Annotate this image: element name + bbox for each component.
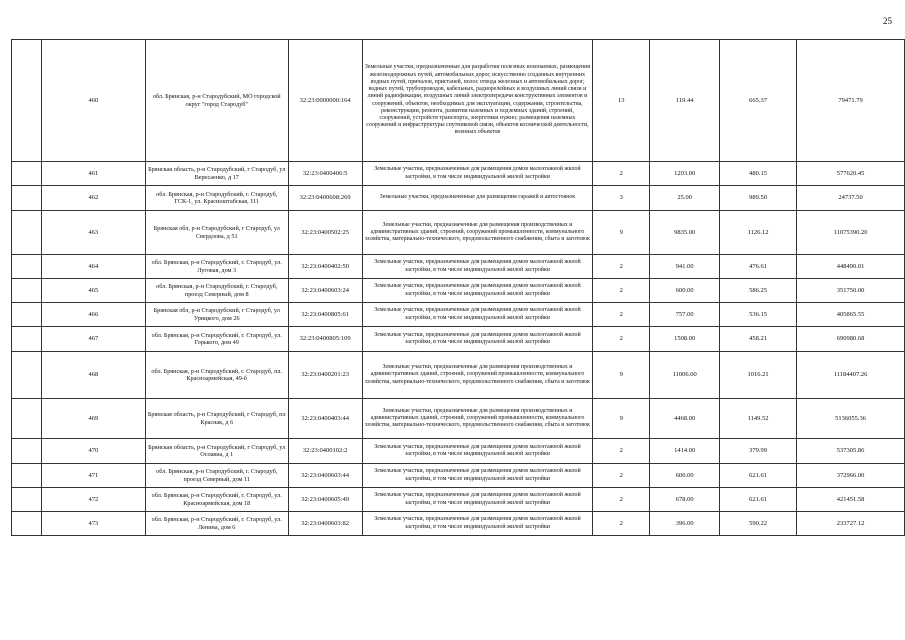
land-use-cell: Земельные участки, предназначенные для размещения домов малоэтажной жилой застройки, в том числе индивидуальной жилой застройки [362, 488, 593, 512]
row-number: 463 [41, 211, 145, 255]
address-cell: Брянская обл, р-н Стародубский, г Стародуб, ул Свердлова, д 51 [145, 211, 288, 255]
cadastral-value-cell: 233727.12 [797, 512, 905, 536]
row-number: 470 [41, 439, 145, 464]
specific-value-cell: 621.61 [720, 488, 797, 512]
blank-cell [12, 279, 42, 303]
land-use-cell: Земельные участки, предназначенные для размещения домов малоэтажной жилой застройки, в том числе индивидуальной жилой застройки [362, 512, 593, 536]
cadastral-value-cell: 11075390.20 [797, 211, 905, 255]
cadastral-value-cell: 690980.68 [797, 327, 905, 352]
area-cell: 11006.00 [650, 352, 720, 399]
cadastral-value-cell: 421451.58 [797, 488, 905, 512]
cadastral-value-cell: 24737.50 [797, 186, 905, 211]
cadastral-number-cell: 32:23:0400608:269 [288, 186, 362, 211]
cadastral-number-cell: 32:23:0400605:49 [288, 488, 362, 512]
row-number: 469 [41, 399, 145, 439]
cadastral-value-cell: 5136055.36 [797, 399, 905, 439]
address-cell: Брянская область, р-н Стародубский, г Стародуб, ул Вересаенко, д 17 [145, 162, 288, 186]
row-number: 465 [41, 279, 145, 303]
table-row [12, 303, 905, 327]
group-code-cell: 2 [593, 327, 650, 352]
cadastral-number-cell: 32:23:0400805:109 [288, 327, 362, 352]
specific-value-cell: 536.15 [720, 303, 797, 327]
row-number: 467 [41, 327, 145, 352]
row-number: 460 [41, 40, 145, 162]
land-use-cell: Земельные участки, предназначенные для размещения гаражей и автостоянок [362, 186, 593, 211]
table-row [12, 488, 905, 512]
row-number: 461 [41, 162, 145, 186]
specific-value-cell: 665.37 [720, 40, 797, 162]
table-row [12, 439, 905, 464]
group-code-cell: 2 [593, 162, 650, 186]
address-cell: обл. Брянская, р-н Стародубский, г. Стародуб, проезд Северный, дом 8 [145, 279, 288, 303]
address-cell: обл. Брянская, р-н Стародубский, г. Стародуб, ул. Ленина, дом 6 [145, 512, 288, 536]
area-cell: 1203.00 [650, 162, 720, 186]
area-cell: 600.00 [650, 464, 720, 488]
group-code-cell: 2 [593, 279, 650, 303]
page-number: 25 [883, 16, 892, 26]
area-cell: 4468.00 [650, 399, 720, 439]
cadastral-table [11, 39, 905, 536]
cadastral-value-cell: 537305.86 [797, 439, 905, 464]
cadastral-value-cell: 11184407.26 [797, 352, 905, 399]
table-row [12, 512, 905, 536]
blank-cell [12, 186, 42, 211]
blank-cell [12, 464, 42, 488]
row-number: 462 [41, 186, 145, 211]
cadastral-number-cell: 32:23:0400603:24 [288, 279, 362, 303]
row-number: 473 [41, 512, 145, 536]
blank-cell [12, 303, 42, 327]
cadastral-value-cell: 448490.01 [797, 255, 905, 279]
group-code-cell: 9 [593, 352, 650, 399]
cadastral-value-cell: 372966.00 [797, 464, 905, 488]
area-cell: 9835.00 [650, 211, 720, 255]
group-code-cell: 2 [593, 512, 650, 536]
group-code-cell: 9 [593, 399, 650, 439]
blank-cell [12, 512, 42, 536]
cadastral-number-cell: 32:23:0400402:50 [288, 255, 362, 279]
group-code-cell: 9 [593, 211, 650, 255]
group-code-cell: 2 [593, 464, 650, 488]
area-cell: 25.00 [650, 186, 720, 211]
specific-value-cell: 1149.52 [720, 399, 797, 439]
table-row [12, 255, 905, 279]
blank-cell [12, 327, 42, 352]
group-code-cell: 2 [593, 303, 650, 327]
area-cell: 1414.00 [650, 439, 720, 464]
land-use-cell: Земельные участки, предназначенные для размещения домов малоэтажной жилой застройки, в том числе индивидуальной жилой застройки [362, 162, 593, 186]
blank-cell [12, 211, 42, 255]
row-number: 464 [41, 255, 145, 279]
blank-cell [12, 488, 42, 512]
table-row [12, 162, 905, 186]
area-cell: 678.00 [650, 488, 720, 512]
address-cell: обл. Брянская, р-н Стародубский, г. Стародуб, пл. Красноармейская, 49-б [145, 352, 288, 399]
area-cell: 757.00 [650, 303, 720, 327]
cadastral-value-cell: 351750.00 [797, 279, 905, 303]
table-row [12, 40, 905, 162]
land-use-cell: Земельные участки, предназначенные для размещения домов малоэтажной жилой застройки, в том числе индивидуальной жилой застройки [362, 303, 593, 327]
address-cell: обл. Брянская, р-н Стародубский, г. Стародуб, ул. Горького, дом 49 [145, 327, 288, 352]
cadastral-number-cell: 32:23:0000000:164 [288, 40, 362, 162]
blank-cell [12, 439, 42, 464]
cadastral-value-cell: 577620.45 [797, 162, 905, 186]
blank-cell [12, 352, 42, 399]
address-cell: обл. Брянская, р-н Стародубский, г. Стародуб, ул. Красноармейская, дом 18 [145, 488, 288, 512]
cadastral-value-cell: 405865.55 [797, 303, 905, 327]
group-code-cell: 2 [593, 439, 650, 464]
specific-value-cell: 476.61 [720, 255, 797, 279]
table-row [12, 464, 905, 488]
land-use-cell: Земельные участки, предназначенные для размещения производственных и административных зданий, строений, сооружений промышленности, коммунального хозяйства, материально-технического, продовольственного снабжения, сбыта и заготовок [362, 211, 593, 255]
cadastral-number-cell: 32:23:0400603:82 [288, 512, 362, 536]
table-row [12, 352, 905, 399]
blank-cell [12, 162, 42, 186]
table-row [12, 279, 905, 303]
land-use-cell: Земельные участки, предназначенные для размещения домов малоэтажной жилой застройки, в том числе индивидуальной жилой застройки [362, 255, 593, 279]
address-cell: Брянская область, р-н Стародубский, г Стародуб, ул Осоавиа, д 1 [145, 439, 288, 464]
row-number: 468 [41, 352, 145, 399]
table-row [12, 186, 905, 211]
cadastral-number-cell: 32:23:0400502:25 [288, 211, 362, 255]
row-number: 472 [41, 488, 145, 512]
land-use-cell: Земельные участки, предназначенные для размещения домов малоэтажной жилой застройки, в том числе индивидуальной жилой застройки [362, 327, 593, 352]
group-code-cell: 3 [593, 186, 650, 211]
cadastral-number-cell: 32:23:0400403:44 [288, 399, 362, 439]
land-use-cell: Земельные участки, предназначенные для размещения домов малоэтажной жилой застройки, в том числе индивидуальной жилой застройки [362, 439, 593, 464]
address-cell: Брянская область, р-н Стародубский, г Стародуб, пл Краснак, д 6 [145, 399, 288, 439]
specific-value-cell: 1016.21 [720, 352, 797, 399]
group-code-cell: 13 [593, 40, 650, 162]
blank-cell [12, 399, 42, 439]
land-use-cell: Земельные участки, предназначенные для размещения производственных и административных зданий, строений, сооружений промышленности, коммунального хозяйства, материально-технического, продовольственного снабжения, сбыта и заготовок [362, 399, 593, 439]
cadastral-number-cell: 32:23:0400603:44 [288, 464, 362, 488]
specific-value-cell: 590.22 [720, 512, 797, 536]
address-cell: обл. Брянская, р-н Стародубский, МО городской округ "город Стародуб" [145, 40, 288, 162]
cadastral-number-cell: 32:23:0400102:2 [288, 439, 362, 464]
area-cell: 941.00 [650, 255, 720, 279]
land-use-cell: Земельные участки, предназначенные для размещения производственных и административных зданий, строений, сооружений промышленности, коммунального хозяйства, материально-технического, продовольственного снабжения, сбыта и заготовок [362, 352, 593, 399]
blank-cell [12, 255, 42, 279]
specific-value-cell: 586.25 [720, 279, 797, 303]
land-use-cell: Земельные участки, предназначенные для размещения домов малоэтажной жилой застройки, в том числе индивидуальной жилой застройки [362, 279, 593, 303]
land-use-cell: Земельные участки, предназначенные для разработки полезных ископаемых, размещения железнодорожных путей, автомобильных дорог, искусственно созданных внутренних водных путей, причалов, пристаней, полос отвода железных и автомобильных дорог, водных путей, трубопроводов, кабельных, радиорелейных и воздушных линий связи и линий радиофикации, воздушных линий электропередачи конструктивных элементов и сооружений, объектов, необходимых для эксплуатации, содержания, строительства, реконструкции, ремонта, развития наземных и подземных зданий, строений, сооружений, устройств транспорта, энергетики нужно; размещения наземных сооружений и инфраструктуры спутниковой связи, объектов космической деятельности, военных объектов [362, 40, 593, 162]
address-cell: обл. Брянская, р-н Стародубский, г. Стародуб, ГСК-1, ул. Красноштабская, 111 [145, 186, 288, 211]
cadastral-number-cell: 32:23:0400201:23 [288, 352, 362, 399]
area-cell: 600.00 [650, 279, 720, 303]
area-cell: 119.44 [650, 40, 720, 162]
table-row [12, 399, 905, 439]
specific-value-cell: 480.15 [720, 162, 797, 186]
specific-value-cell: 379.99 [720, 439, 797, 464]
cadastral-value-cell: 79471.79 [797, 40, 905, 162]
specific-value-cell: 989.50 [720, 186, 797, 211]
specific-value-cell: 621.61 [720, 464, 797, 488]
cadastral-number-cell: 32:23:0400805:61 [288, 303, 362, 327]
specific-value-cell: 458.21 [720, 327, 797, 352]
table-row [12, 211, 905, 255]
land-use-cell: Земельные участки, предназначенные для размещения домов малоэтажной жилой застройки, в том числе индивидуальной жилой застройки [362, 464, 593, 488]
address-cell: Брянская обл, р-н Стародубский, г Стародуб, ул Урицкого, дом 26 [145, 303, 288, 327]
area-cell: 396.00 [650, 512, 720, 536]
row-number: 471 [41, 464, 145, 488]
area-cell: 1508.00 [650, 327, 720, 352]
table-row [12, 327, 905, 352]
address-cell: обл. Брянская, р-н Стародубский, г. Стародуб, проезд Северный, дом 11 [145, 464, 288, 488]
blank-cell [12, 40, 42, 162]
row-number: 466 [41, 303, 145, 327]
group-code-cell: 2 [593, 255, 650, 279]
group-code-cell: 2 [593, 488, 650, 512]
specific-value-cell: 1126.12 [720, 211, 797, 255]
cadastral-number-cell: 32:23:0400406:5 [288, 162, 362, 186]
address-cell: обл. Брянская, р-н Стародубский, г. Стародуб, ул. Луговая, дом 3 [145, 255, 288, 279]
